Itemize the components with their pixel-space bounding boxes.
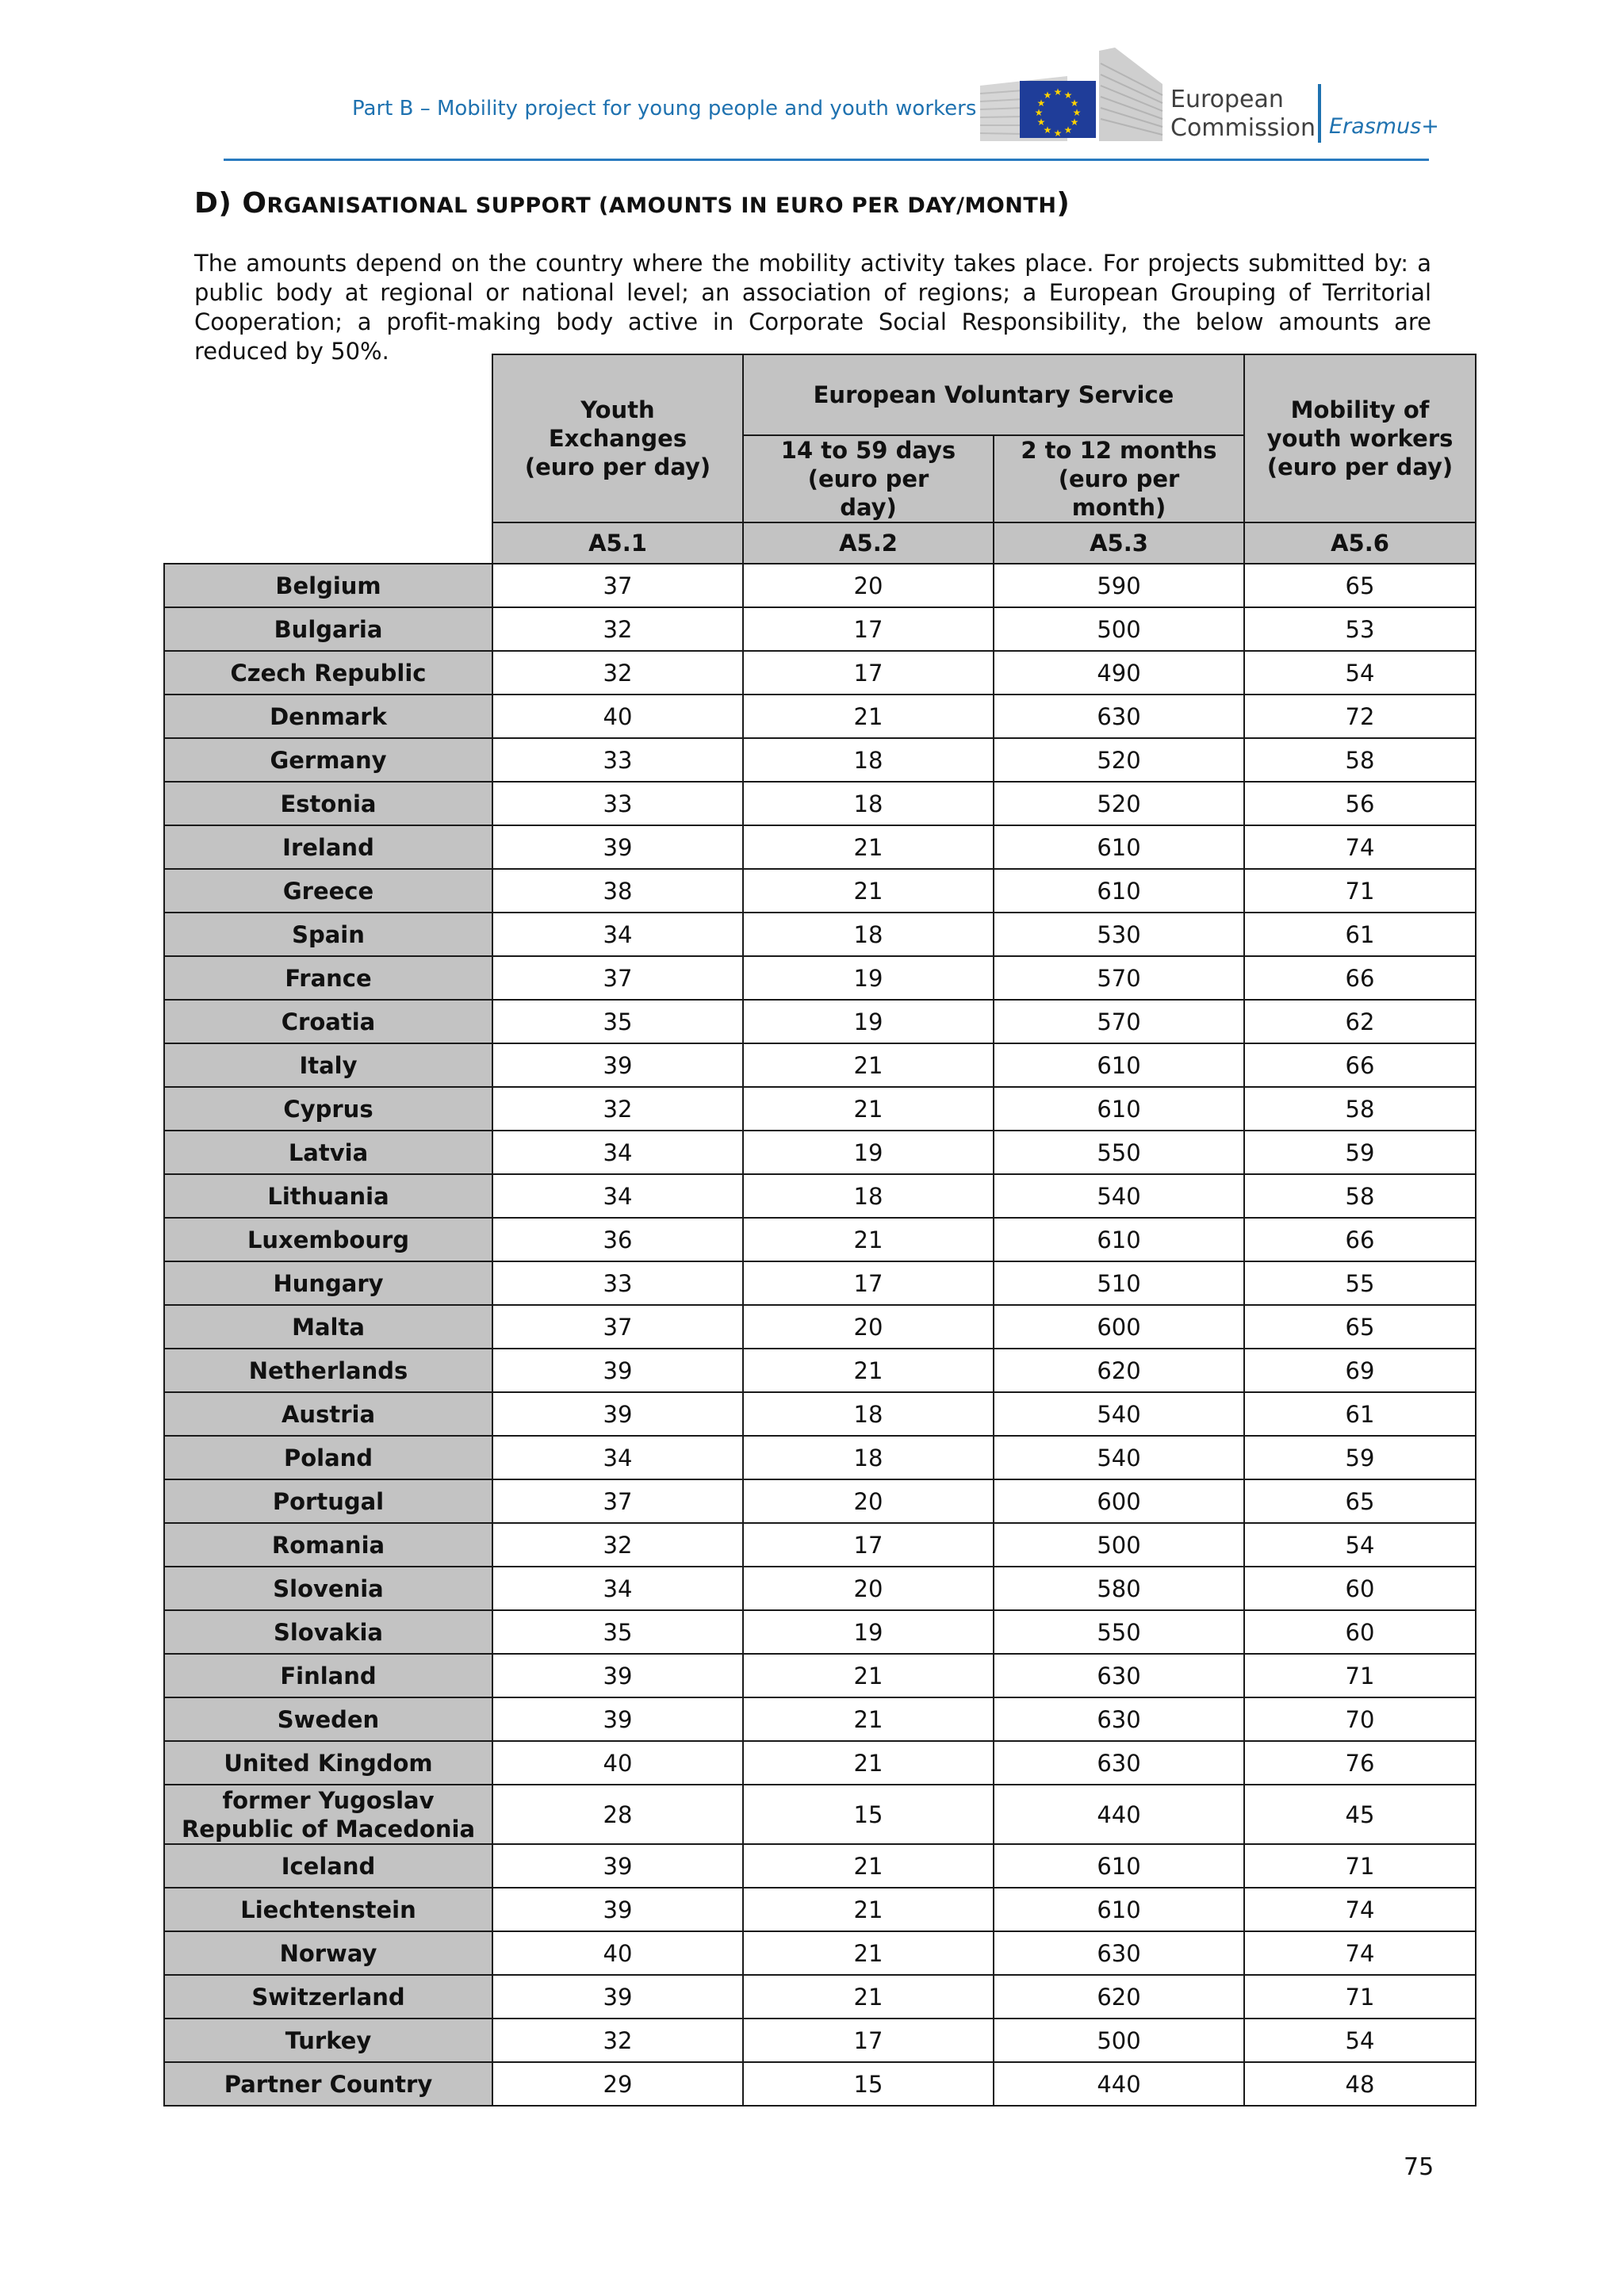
value-cell: 21 (743, 1975, 994, 2019)
svg-text:★: ★ (1053, 86, 1063, 98)
country-cell: France (164, 956, 492, 1000)
table-row (164, 1654, 1476, 1697)
country-cell: Sweden (164, 1697, 492, 1741)
svg-text:★: ★ (1043, 124, 1052, 136)
value-cell: 54 (1244, 1523, 1476, 1567)
value-cell: 32 (492, 1087, 743, 1131)
value-cell: 21 (743, 1349, 994, 1392)
value-cell: 18 (743, 913, 994, 956)
value-cell: 610 (994, 1888, 1244, 1931)
value-cell: 20 (743, 1305, 994, 1349)
value-cell: 520 (994, 738, 1244, 782)
country-cell: Malta (164, 1305, 492, 1349)
country-cell: Greece (164, 869, 492, 913)
code-cell: A5.6 (1244, 522, 1476, 564)
table-row (164, 1349, 1476, 1392)
value-cell: 37 (492, 1479, 743, 1523)
value-cell: 18 (743, 1436, 994, 1479)
country-cell: Iceland (164, 1844, 492, 1888)
value-cell: 71 (1244, 869, 1476, 913)
value-cell: 29 (492, 2062, 743, 2106)
value-cell: 21 (743, 1087, 994, 1131)
table-body (164, 564, 1476, 2106)
value-cell: 39 (492, 1392, 743, 1436)
erasmus-plus-brand: Erasmus+ (1329, 114, 1439, 139)
value-cell: 45 (1244, 1785, 1476, 1844)
table-row (164, 1436, 1476, 1479)
value-cell: 17 (743, 1523, 994, 1567)
value-cell: 39 (492, 1654, 743, 1697)
value-cell: 21 (743, 825, 994, 869)
col-header-youth-exchanges: Youth Exchanges (euro per day) (492, 354, 743, 522)
country-cell: Cyprus (164, 1087, 492, 1131)
value-cell: 39 (492, 1888, 743, 1931)
value-cell: 39 (492, 1844, 743, 1888)
value-cell: 21 (743, 1043, 994, 1087)
value-cell: 39 (492, 1697, 743, 1741)
value-cell: 17 (743, 2019, 994, 2062)
country-cell: Latvia (164, 1131, 492, 1174)
value-cell: 32 (492, 607, 743, 651)
value-cell: 17 (743, 1261, 994, 1305)
country-cell: United Kingdom (164, 1741, 492, 1785)
european-commission-logo (980, 48, 1439, 151)
country-cell: Denmark (164, 695, 492, 738)
value-cell: 60 (1244, 1567, 1476, 1610)
country-cell: Switzerland (164, 1975, 492, 2019)
value-cell: 18 (743, 738, 994, 782)
section-title-paren: AMOUNTS IN EURO PER DAY/MONTH (608, 193, 1057, 218)
value-cell: 59 (1244, 1131, 1476, 1174)
table-row (164, 1697, 1476, 1741)
table-row (164, 1218, 1476, 1261)
organisational-support-table (163, 354, 1477, 2107)
value-cell: 550 (994, 1131, 1244, 1174)
value-cell: 38 (492, 869, 743, 913)
country-cell: Hungary (164, 1261, 492, 1305)
table-row (164, 607, 1476, 651)
value-cell: 33 (492, 1261, 743, 1305)
value-cell: 40 (492, 1741, 743, 1785)
country-cell: Romania (164, 1523, 492, 1567)
table-row (164, 1174, 1476, 1218)
country-cell: Slovakia (164, 1610, 492, 1654)
table-row (164, 1392, 1476, 1436)
value-cell: 500 (994, 1523, 1244, 1567)
svg-text:★: ★ (1053, 128, 1063, 139)
header-divider (224, 159, 1429, 161)
svg-text:★: ★ (1070, 117, 1079, 128)
value-cell: 54 (1244, 2019, 1476, 2062)
value-cell: 600 (994, 1479, 1244, 1523)
value-cell: 20 (743, 564, 994, 607)
value-cell: 600 (994, 1305, 1244, 1349)
logo-line-european: European (1170, 86, 1284, 113)
table-row (164, 2019, 1476, 2062)
table-row (164, 1785, 1476, 1844)
value-cell: 610 (994, 1218, 1244, 1261)
code-cell: A5.1 (492, 522, 743, 564)
value-cell: 19 (743, 956, 994, 1000)
code-cell: A5.3 (994, 522, 1244, 564)
table-row (164, 1043, 1476, 1087)
section-title-cap: O (242, 187, 267, 220)
value-cell: 20 (743, 1479, 994, 1523)
value-cell: 21 (743, 1741, 994, 1785)
value-cell: 34 (492, 1567, 743, 1610)
value-cell: 53 (1244, 607, 1476, 651)
table-row (164, 1087, 1476, 1131)
intro-paragraph: The amounts depend on the country where the mobility activity takes place. For projects submitted by: a public body at regional or national level; an association of regions; a European Grouping of Territorial Cooperation; a profit-making body active in Corporate Social Responsibility, the below amounts are reduced by 50%. (194, 250, 1431, 365)
value-cell: 60 (1244, 1610, 1476, 1654)
svg-text:★: ★ (1036, 117, 1046, 128)
country-cell: Liechtenstein (164, 1888, 492, 1931)
value-cell: 21 (743, 1654, 994, 1697)
value-cell: 66 (1244, 956, 1476, 1000)
value-cell: 37 (492, 956, 743, 1000)
country-cell: Luxembourg (164, 1218, 492, 1261)
value-cell: 37 (492, 564, 743, 607)
value-cell: 540 (994, 1174, 1244, 1218)
value-cell: 70 (1244, 1697, 1476, 1741)
value-cell: 76 (1244, 1741, 1476, 1785)
table-row (164, 869, 1476, 913)
country-cell: Italy (164, 1043, 492, 1087)
value-cell: 490 (994, 651, 1244, 695)
value-cell: 19 (743, 1131, 994, 1174)
value-cell: 620 (994, 1349, 1244, 1392)
value-cell: 72 (1244, 695, 1476, 738)
country-cell: Austria (164, 1392, 492, 1436)
value-cell: 21 (743, 695, 994, 738)
country-cell: Ireland (164, 825, 492, 869)
table-row (164, 1610, 1476, 1654)
value-cell: 40 (492, 695, 743, 738)
col-header-evs: European Voluntary Service (743, 354, 1244, 435)
value-cell: 56 (1244, 782, 1476, 825)
value-cell: 35 (492, 1610, 743, 1654)
table-row (164, 913, 1476, 956)
value-cell: 34 (492, 913, 743, 956)
value-cell: 55 (1244, 1261, 1476, 1305)
value-cell: 74 (1244, 825, 1476, 869)
section-title-rest: RGANISATIONAL SUPPORT ( (266, 193, 609, 218)
value-cell: 610 (994, 1043, 1244, 1087)
table-row (164, 1741, 1476, 1785)
col-header-mobility-youth-workers: Mobility of youth workers (euro per day) (1244, 354, 1476, 522)
value-cell: 540 (994, 1436, 1244, 1479)
logo-line-commission: Commission (1170, 114, 1316, 142)
value-cell: 21 (743, 869, 994, 913)
value-cell: 510 (994, 1261, 1244, 1305)
value-cell: 500 (994, 607, 1244, 651)
value-cell: 610 (994, 1087, 1244, 1131)
svg-text:★: ★ (1063, 124, 1073, 136)
code-cell: A5.2 (743, 522, 994, 564)
value-cell: 39 (492, 1349, 743, 1392)
value-cell: 21 (743, 1844, 994, 1888)
value-cell: 15 (743, 1785, 994, 1844)
value-cell: 71 (1244, 1844, 1476, 1888)
value-cell: 520 (994, 782, 1244, 825)
table-row (164, 1000, 1476, 1043)
value-cell: 34 (492, 1131, 743, 1174)
value-cell: 530 (994, 913, 1244, 956)
country-cell: Turkey (164, 2019, 492, 2062)
value-cell: 62 (1244, 1000, 1476, 1043)
country-cell: Poland (164, 1436, 492, 1479)
value-cell: 35 (492, 1000, 743, 1043)
table-row (164, 956, 1476, 1000)
value-cell: 39 (492, 825, 743, 869)
table-row (164, 1261, 1476, 1305)
value-cell: 440 (994, 2062, 1244, 2106)
value-cell: 65 (1244, 1479, 1476, 1523)
page-number: 75 (1404, 2153, 1434, 2181)
value-cell: 65 (1244, 564, 1476, 607)
country-cell: Spain (164, 913, 492, 956)
value-cell: 20 (743, 1567, 994, 1610)
table-row (164, 1844, 1476, 1888)
value-cell: 18 (743, 1174, 994, 1218)
value-cell: 17 (743, 607, 994, 651)
country-cell: Czech Republic (164, 651, 492, 695)
value-cell: 39 (492, 1043, 743, 1087)
value-cell: 33 (492, 738, 743, 782)
value-cell: 39 (492, 1975, 743, 2019)
value-cell: 630 (994, 1931, 1244, 1975)
value-cell: 74 (1244, 1931, 1476, 1975)
table-row (164, 825, 1476, 869)
value-cell: 66 (1244, 1218, 1476, 1261)
value-cell: 58 (1244, 1174, 1476, 1218)
section-title-close: ) (1056, 187, 1071, 220)
value-cell: 21 (743, 1931, 994, 1975)
section-title (194, 187, 1070, 220)
country-cell: Partner Country (164, 2062, 492, 2106)
value-cell: 59 (1244, 1436, 1476, 1479)
value-cell: 32 (492, 2019, 743, 2062)
value-cell: 570 (994, 956, 1244, 1000)
table-row (164, 651, 1476, 695)
value-cell: 19 (743, 1610, 994, 1654)
value-cell: 54 (1244, 651, 1476, 695)
value-cell: 610 (994, 1844, 1244, 1888)
value-cell: 540 (994, 1392, 1244, 1436)
value-cell: 610 (994, 825, 1244, 869)
value-cell: 32 (492, 1523, 743, 1567)
value-cell: 610 (994, 869, 1244, 913)
table-row (164, 738, 1476, 782)
value-cell: 36 (492, 1218, 743, 1261)
svg-text:★: ★ (1072, 107, 1082, 118)
table-row (164, 1567, 1476, 1610)
value-cell: 61 (1244, 1392, 1476, 1436)
value-cell: 630 (994, 1741, 1244, 1785)
value-cell: 40 (492, 1931, 743, 1975)
country-cell: Belgium (164, 564, 492, 607)
table-row (164, 1305, 1476, 1349)
value-cell: 630 (994, 695, 1244, 738)
value-cell: 17 (743, 651, 994, 695)
table-row (164, 1975, 1476, 2019)
value-cell: 630 (994, 1697, 1244, 1741)
value-cell: 580 (994, 1567, 1244, 1610)
table-row (164, 1479, 1476, 1523)
value-cell: 34 (492, 1436, 743, 1479)
value-cell: 34 (492, 1174, 743, 1218)
value-cell: 74 (1244, 1888, 1476, 1931)
value-cell: 630 (994, 1654, 1244, 1697)
value-cell: 590 (994, 564, 1244, 607)
table-row (164, 1523, 1476, 1567)
country-cell: Portugal (164, 1479, 492, 1523)
logo-text (1170, 86, 1316, 143)
col-header-evs-short: 14 to 59 days (euro per day) (743, 435, 994, 522)
country-cell: Croatia (164, 1000, 492, 1043)
value-cell: 18 (743, 782, 994, 825)
value-cell: 550 (994, 1610, 1244, 1654)
value-cell: 570 (994, 1000, 1244, 1043)
value-cell: 21 (743, 1888, 994, 1931)
value-cell: 58 (1244, 1087, 1476, 1131)
country-cell: Slovenia (164, 1567, 492, 1610)
svg-text:★: ★ (1043, 90, 1052, 101)
value-cell: 21 (743, 1218, 994, 1261)
value-cell: 61 (1244, 913, 1476, 956)
value-cell: 71 (1244, 1654, 1476, 1697)
country-cell: Estonia (164, 782, 492, 825)
table-row (164, 1888, 1476, 1931)
country-cell: Lithuania (164, 1174, 492, 1218)
value-cell: 71 (1244, 1975, 1476, 2019)
header-title: Part B – Mobility project for young people and youth workers (352, 97, 977, 121)
value-cell: 48 (1244, 2062, 1476, 2106)
svg-text:★: ★ (1034, 107, 1044, 118)
value-cell: 28 (492, 1785, 743, 1844)
table-row (164, 782, 1476, 825)
value-cell: 33 (492, 782, 743, 825)
value-cell: 69 (1244, 1349, 1476, 1392)
value-cell: 32 (492, 651, 743, 695)
value-cell: 15 (743, 2062, 994, 2106)
table-row (164, 695, 1476, 738)
value-cell: 65 (1244, 1305, 1476, 1349)
value-cell: 21 (743, 1697, 994, 1741)
country-cell: Bulgaria (164, 607, 492, 651)
table-corner-blank (164, 354, 492, 564)
value-cell: 19 (743, 1000, 994, 1043)
value-cell: 37 (492, 1305, 743, 1349)
country-cell: former Yugoslav Republic of Macedonia (164, 1785, 492, 1844)
country-cell: Netherlands (164, 1349, 492, 1392)
value-cell: 18 (743, 1392, 994, 1436)
country-cell: Norway (164, 1931, 492, 1975)
table-row (164, 1931, 1476, 1975)
country-cell: Finland (164, 1654, 492, 1697)
value-cell: 500 (994, 2019, 1244, 2062)
section-prefix: D) (194, 187, 243, 220)
svg-text:★: ★ (1063, 90, 1073, 101)
country-cell: Germany (164, 738, 492, 782)
value-cell: 66 (1244, 1043, 1476, 1087)
value-cell: 440 (994, 1785, 1244, 1844)
table-row (164, 2062, 1476, 2106)
col-header-evs-long: 2 to 12 months (euro per month) (994, 435, 1244, 522)
table-row (164, 1131, 1476, 1174)
value-cell: 620 (994, 1975, 1244, 2019)
svg-text:★: ★ (1036, 98, 1046, 109)
value-cell: 58 (1244, 738, 1476, 782)
table-row (164, 564, 1476, 607)
svg-text:★: ★ (1070, 98, 1079, 109)
